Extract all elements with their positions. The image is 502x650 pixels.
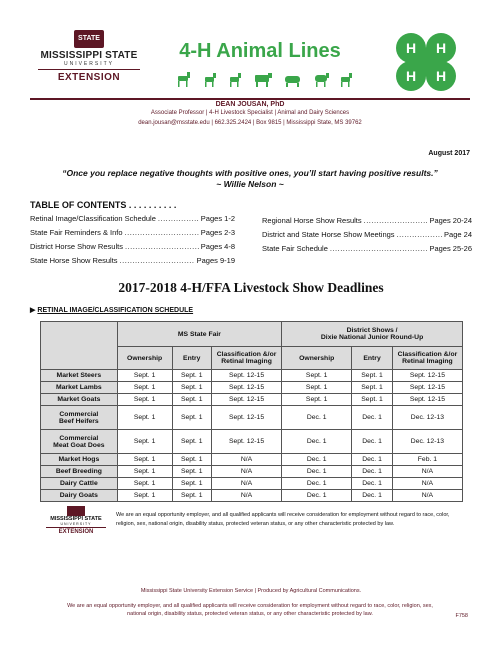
deadline-cell: Sept. 12-15 [211, 406, 281, 430]
logo-extension: EXTENSION [57, 72, 121, 83]
deadline-cell: Sept. 1 [117, 478, 172, 490]
deadline-cell: Sept. 12-15 [211, 370, 281, 382]
clover-letter: H [405, 40, 417, 56]
toc-entry[interactable]: Retinal Image/Classification Schedule ..... Pages 1-2 [30, 212, 235, 226]
deadline-cell: Sept. 1 [172, 406, 211, 430]
deadline-cell: Sept. 1 [172, 394, 211, 406]
deadline-cell: Sept. 1 [172, 490, 211, 502]
four-h-clover-icon [385, 26, 467, 98]
deadline-cell: Sept. 1 [117, 394, 172, 406]
species-cell: Market Hogs [41, 454, 118, 466]
toc-entry[interactable]: State Fair Schedule ..... Pages 25-26 [262, 242, 472, 256]
species-cell: Market Goats [41, 394, 118, 406]
footer-logo-name: MISSISSIPPI STATE [50, 516, 102, 522]
sheep-icon [315, 73, 329, 87]
table-row [41, 430, 463, 454]
table-row [41, 406, 463, 430]
quote-author: ~ Willie Nelson ~ [216, 179, 284, 189]
deadline-cell: Sept. 1 [117, 430, 172, 454]
column-header: Entry [172, 347, 211, 370]
deadline-cell: Dec. 1 [282, 454, 352, 466]
deadline-cell: Dec. 1 [282, 466, 352, 478]
deadline-cell: N/A [211, 454, 281, 466]
deadline-cell: Sept. 12-15 [392, 370, 462, 382]
species-cell: Market Lambs [41, 382, 118, 394]
clover-letter: H [435, 40, 447, 56]
deadline-cell: Dec. 1 [282, 478, 352, 490]
column-header: Ownership [282, 347, 352, 370]
steer-icon [255, 73, 272, 87]
column-header: Classification &/or Retinal Imaging [211, 347, 281, 370]
species-cell: Beef Breeding [41, 466, 118, 478]
column-header: Entry [352, 347, 393, 370]
table-row [41, 490, 463, 502]
column-header: Ownership [117, 347, 172, 370]
deadline-cell: Dec. 1 [352, 430, 393, 454]
goat-icon [341, 73, 352, 87]
deadline-cell: Dec. 12-13 [392, 406, 462, 430]
hog-icon [285, 76, 300, 87]
quote-block [40, 168, 460, 190]
clover-letter: H [405, 68, 417, 84]
footer-eeo-statement: We are an equal opportunity employer, and all qualified applicants will receive consideration for employment without regard to race, color, religion, sex, national origin, disability status, protected veteran status, or any other characteristic protected by law. [67, 603, 433, 617]
deadline-schedule-table [40, 321, 463, 502]
table-row [41, 382, 463, 394]
column-header: Classification &/or Retinal Imaging [392, 347, 462, 370]
publication-code: F758 [455, 613, 468, 619]
species-cell: Dairy Cattle [41, 478, 118, 490]
schedule-body [41, 370, 463, 502]
deadline-cell: N/A [211, 466, 281, 478]
deadline-cell: Dec. 1 [282, 430, 352, 454]
toc-entry[interactable]: State Fair Reminders & Info ..... Pages 2-3 [30, 226, 235, 240]
deadline-cell: Sept. 1 [117, 406, 172, 430]
toc-entry[interactable]: District and State Horse Show Meetings ..... Page 24 [262, 228, 472, 242]
footer-seal [67, 506, 85, 516]
logo-university-name: MISSISSIPPI STATE [40, 50, 138, 61]
contact-name: DEAN JOUSAN, PhD [215, 101, 285, 108]
footer-msu-logo [40, 506, 112, 542]
deadline-cell: N/A [211, 478, 281, 490]
deadline-cell: Sept. 1 [352, 382, 393, 394]
quote-text: “Once you replace negative thoughts with positive ones, you’ll start having positive results.” [62, 168, 438, 178]
animal-icons-row [172, 70, 362, 88]
goat-icon [205, 73, 216, 87]
deadline-cell: Sept. 1 [352, 394, 393, 406]
eeo-statement: We are an equal opportunity employer, and all qualified applicants will receive consideration for employment without regard to race, color, religion, sex, national origin, disability status, protected veteran status, or any other characteristic protected by law. [116, 512, 450, 527]
contact-details: dean.jousan@msstate.edu | 662.325.2424 | Box 9815 | Mississippi State, MS 39762 [138, 120, 362, 126]
table-row [41, 466, 463, 478]
deadline-cell: Sept. 1 [282, 394, 352, 406]
deadline-cell: Sept. 12-15 [211, 430, 281, 454]
deadline-cell: Dec. 1 [352, 454, 393, 466]
toc-entry[interactable]: Regional Horse Show Results ..... Pages 20-24 [262, 214, 472, 228]
msu-extension-logo [30, 30, 148, 96]
deadline-cell: N/A [392, 478, 462, 490]
deadline-cell: Sept. 1 [172, 478, 211, 490]
table-row [41, 370, 463, 382]
deadline-cell: N/A [392, 466, 462, 478]
deadlines-title: 2017-2018 4-H/FFA Livestock Show Deadlines [118, 280, 384, 295]
deadline-cell: Sept. 1 [117, 490, 172, 502]
deadline-cell: Dec. 1 [352, 466, 393, 478]
deadline-cell: Sept. 1 [172, 370, 211, 382]
publisher-line: Mississippi State University Extension Service | Produced by Agricultural Communications. [140, 588, 362, 594]
deadline-cell: Sept. 12-15 [392, 394, 462, 406]
footer-logo-extension: EXTENSION [46, 527, 106, 535]
toc-right-column [262, 214, 472, 256]
deadline-cell: Sept. 12-15 [211, 394, 281, 406]
logo-university-word: UNIVERSITY [63, 61, 114, 67]
section-heading [30, 306, 193, 314]
toc-heading: TABLE OF CONTENTS . . . . . . . . . . [30, 200, 177, 210]
deadline-cell: Sept. 1 [172, 382, 211, 394]
goat-icon [230, 73, 241, 87]
clover-letter: H [435, 68, 447, 84]
toc-entry[interactable]: District Horse Show Results ..... Pages 4-8 [30, 240, 235, 254]
deadline-cell: Sept. 1 [172, 466, 211, 478]
contact-block [60, 101, 440, 128]
deadline-cell: Dec. 1 [282, 490, 352, 502]
deadline-cell: Sept. 12-15 [392, 382, 462, 394]
arrow-right-icon: ▶ [30, 307, 36, 314]
species-cell: Dairy Goats [41, 490, 118, 502]
group-header-state-fair: MS State Fair [117, 322, 281, 347]
deadline-cell: Sept. 1 [117, 466, 172, 478]
table-row [41, 454, 463, 466]
deadline-cell: Feb. 1 [392, 454, 462, 466]
contact-title: Associate Professor | 4-H Livestock Specialist | Animal and Dairy Sciences [150, 110, 350, 116]
deadline-cell: Dec. 1 [352, 406, 393, 430]
group-header-district-shows: District Shows / Dixie National Junior Round-Up [282, 322, 463, 347]
deadline-cell: Dec. 1 [352, 478, 393, 490]
table-row [41, 394, 463, 406]
issue-date: August 2017 [428, 150, 470, 157]
deadline-cell: Sept. 1 [282, 382, 352, 394]
deadline-cell: Sept. 1 [352, 370, 393, 382]
deadline-cell: Sept. 1 [172, 454, 211, 466]
deadline-cell: N/A [392, 490, 462, 502]
deadline-cell: Dec. 1 [352, 490, 393, 502]
toc-entry[interactable]: State Horse Show Results ..... Pages 9-19 [30, 254, 235, 268]
deadline-cell: Sept. 12-15 [211, 382, 281, 394]
deadline-cell: Dec. 1 [282, 406, 352, 430]
toc-left-column [30, 212, 235, 268]
species-cell: Commercial Beef Heifers [41, 406, 118, 430]
footer-logo-university: UNIVERSITY [60, 522, 92, 526]
deadline-cell: Sept. 1 [117, 454, 172, 466]
table-row [41, 478, 463, 490]
deadline-cell: N/A [211, 490, 281, 502]
horse-icon [178, 72, 190, 87]
newsletter-title: 4-H Animal Lines [179, 40, 341, 62]
deadline-cell: Dec. 12-13 [392, 430, 462, 454]
msu-seal: STATE [74, 30, 104, 48]
deadline-cell: Sept. 1 [117, 382, 172, 394]
logo-divider [38, 69, 140, 70]
deadline-cell: Sept. 1 [172, 430, 211, 454]
corner-cell [41, 322, 118, 370]
section-title: RETINAL IMAGE/CLASSIFICATION SCHEDULE [37, 306, 194, 314]
species-cell: Market Steers [41, 370, 118, 382]
species-cell: Commercial Meat Goat Does [41, 430, 118, 454]
header-divider [30, 98, 470, 100]
deadline-cell: Sept. 1 [282, 370, 352, 382]
deadline-cell: Sept. 1 [117, 370, 172, 382]
